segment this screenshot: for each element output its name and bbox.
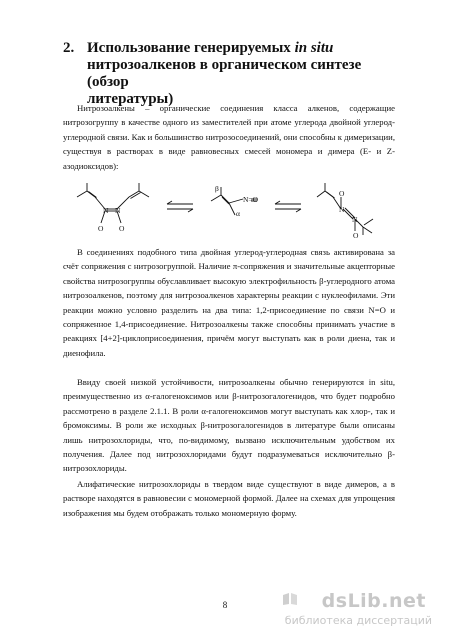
right-n1-label: N [339, 205, 345, 214]
book-icon [282, 592, 298, 606]
page-number: 8 [222, 600, 228, 610]
watermark-subtitle: библиотека диссертаций [284, 614, 432, 627]
reaction-scheme [63, 175, 395, 241]
section-title-line1: Использование генерируемых [87, 40, 295, 56]
section-title-italic: in situ [294, 40, 334, 56]
watermark[interactable] [282, 590, 432, 630]
left-n2-label: N [115, 206, 121, 215]
paragraph-4 [63, 477, 395, 520]
paragraph-3 [63, 375, 395, 476]
right-o2-label: O [353, 231, 359, 240]
section-title [87, 40, 403, 108]
watermark-site[interactable]: dsLib.net [321, 590, 426, 612]
section-number: 2. [63, 40, 75, 56]
e-azodioxide-dimer [317, 183, 373, 235]
paragraph-3-text: Ввиду своей низкой устойчивости, нитрозоалкены обычно генерируются in situ, преимущественно из α-галогеноксимов или β-нитрозогалогенидов, что будет подробно рассмотрено в разделе 2.1.1. В роли α-галогеноксимов могут выступать как хлор-, так и бромоксимы. В роли же исходных β-нитрозогалогенидов в литературе были описаны лишь нитрозохлориды, что, по-видимому, вызвано исключительным удобством их получения. Далее под нитрозохлоридами будут подразумеваться исключительно β-нитрозохлориды. [63, 377, 395, 474]
paragraph-2-text: В соединениях подобного типа двойная углерод-углеродная связь активирована за счёт сопряжения с нитрозогруппой. Наличие π-сопряжения и значительные акцепторные свойства нитрозогруппы обуславливает высокую электрофильность β-углеродного атома нитрозоалкенов, поэтому для нитрозоалкенов характерны реакции с нуклеофилами. Эти реакции можно условно разделить на два типа: 1,2-присоединение по связи N=O и сопряженное 1,4-присоединение. Нитрозоалкены также способны принимать участие в реакциях [4+2]-циклоприсоединения, причём могут выступать как в роли диена, так и диенофила. [63, 247, 395, 358]
left-n1-label: N [103, 206, 109, 215]
section-title-line3: литературы) [87, 91, 174, 107]
paragraph-2 [63, 245, 395, 360]
paragraph-1 [63, 101, 395, 173]
equilibrium-arrows-1 [167, 201, 193, 212]
section-heading [63, 40, 403, 108]
z-azodioxide-dimer [77, 183, 149, 223]
left-o2-label: O [119, 224, 125, 233]
left-o1-label: O [98, 224, 104, 233]
equilibrium-arrows-2 [275, 201, 301, 212]
right-o1-label: O [339, 189, 345, 198]
right-n2-label: N [352, 215, 358, 224]
beta-label: β [215, 184, 219, 193]
paragraph-1-text: Нитрозоалкены – органические соединения класса алкенов, содержащие нитрозогруппу в качестве одного из заместителей при атоме углерода двойной углерод-углеродной связи. Как и большинство нитрозосоединений, они способны к димеризации, существуя в растворах в виде равновесных смесей мономера и димера (E- и Z-азодиоксидов): [63, 103, 395, 171]
paragraph-4-text: Алифатические нитрозохлориды в твердом виде существуют в виде димеров, а в растворе находятся в равновесии с мономерной формой. Далее на схемах для упрощения изображения мы будем отображать только мономерную форму. [63, 479, 395, 518]
section-title-line2: нитрозоалкенов в органическом синтезе (обзор [87, 57, 362, 90]
alpha-label: α [236, 209, 240, 218]
monomer-no-label: N=O [243, 195, 259, 204]
